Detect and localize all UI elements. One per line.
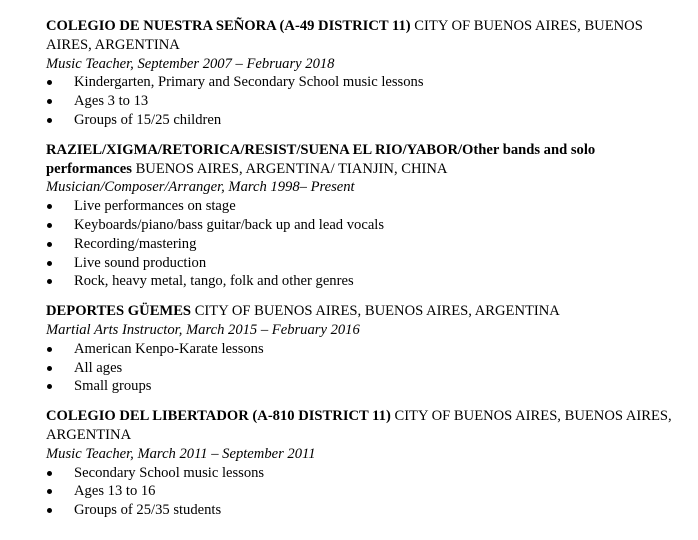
list-item: [46, 501, 678, 520]
bullet-icon: [47, 80, 52, 85]
list-item: [46, 340, 678, 359]
list-item-text: Ages 3 to 13: [74, 93, 149, 110]
entry-heading: [46, 302, 678, 321]
list-item: [46, 73, 678, 92]
list-item-text: Kindergarten, Primary and Secondary School music lessons: [74, 74, 424, 91]
list-item-text: Live performances on stage: [74, 198, 236, 215]
organization-name: DEPORTES GÜEMES: [46, 303, 192, 320]
entry-heading: [46, 17, 678, 55]
role-and-dates: Music Teacher, March 2011 – September 2011: [46, 445, 316, 462]
job-entry-colegio-nuestra-senora: [46, 17, 678, 130]
bullet-icon: [47, 223, 52, 228]
role-and-dates: Music Teacher, September 2007 – February 2018: [46, 55, 335, 72]
bullet-icon: [47, 242, 52, 247]
location-text: CITY OF BUENOS AIRES, BUENOS AIRES, ARGENTINA: [46, 408, 672, 443]
responsibilities-list: [46, 197, 678, 291]
list-item-text: American Kenpo-Karate lessons: [74, 340, 264, 357]
responsibilities-list: [46, 73, 678, 129]
list-item: [46, 92, 678, 111]
entry-heading: [46, 407, 678, 445]
bullet-icon: [47, 508, 52, 513]
bullet-icon: [47, 279, 52, 284]
list-item: [46, 216, 678, 235]
bullet-icon: [47, 261, 52, 266]
bullet-icon: [47, 384, 52, 389]
list-item: [46, 272, 678, 291]
bullet-icon: [47, 347, 52, 352]
role-and-dates: Musician/Composer/Arranger, March 1998– Present: [46, 179, 355, 196]
location-text: CITY OF BUENOS AIRES, BUENOS AIRES, ARGENTINA: [191, 303, 560, 320]
responsibilities-list: [46, 340, 678, 396]
list-item: [46, 111, 678, 130]
role-and-dates: Martial Arts Instructor, March 2015 – February 2016: [46, 321, 360, 338]
list-item-text: Rock, heavy metal, tango, folk and other genres: [74, 273, 354, 290]
list-item: [46, 359, 678, 378]
list-item: [46, 235, 678, 254]
job-entry-colegio-del-libertador: [46, 407, 678, 520]
list-item-text: Keyboards/piano/bass guitar/back up and lead vocals: [74, 216, 385, 233]
bullet-icon: [47, 471, 52, 476]
bullet-icon: [47, 99, 52, 104]
list-item: [46, 377, 678, 396]
list-item-text: All ages: [74, 359, 123, 376]
job-entry-bands-and-solo: [46, 141, 678, 291]
list-item: [46, 482, 678, 501]
list-item: [46, 464, 678, 483]
list-item-text: Small groups: [74, 378, 152, 395]
bullet-icon: [47, 366, 52, 371]
location-text: BUENOS AIRES, ARGENTINA/ TIANJIN, CHINA: [131, 160, 448, 177]
organization-name: RAZIEL/XIGMA/RETORICA/RESIST/SUENA EL RIO/YABOR/Other bands and solo performances: [46, 141, 596, 177]
responsibilities-list: [46, 464, 678, 520]
entry-heading: [46, 141, 678, 179]
list-item-text: Live sound production: [74, 254, 207, 271]
list-item-text: Recording/mastering: [74, 235, 197, 252]
list-item-text: Ages 13 to 16: [74, 483, 156, 500]
bullet-icon: [47, 118, 52, 123]
organization-name: COLEGIO DE NUESTRA SEÑORA (A-49 DISTRICT 11): [46, 18, 411, 34]
list-item-text: Secondary School music lessons: [74, 464, 265, 481]
location-text: CITY OF BUENOS AIRES, BUENOS AIRES, ARGENTINA: [46, 18, 643, 53]
job-entry-deportes-guemes: [46, 302, 678, 396]
organization-name: COLEGIO DEL LIBERTADOR (A-810 DISTRICT 11): [46, 408, 391, 425]
bullet-icon: [47, 489, 52, 494]
list-item: [46, 254, 678, 273]
list-item-text: Groups of 15/25 children: [74, 111, 222, 128]
list-item: [46, 197, 678, 216]
bullet-icon: [47, 204, 52, 209]
list-item-text: Groups of 25/35 students: [74, 502, 222, 519]
